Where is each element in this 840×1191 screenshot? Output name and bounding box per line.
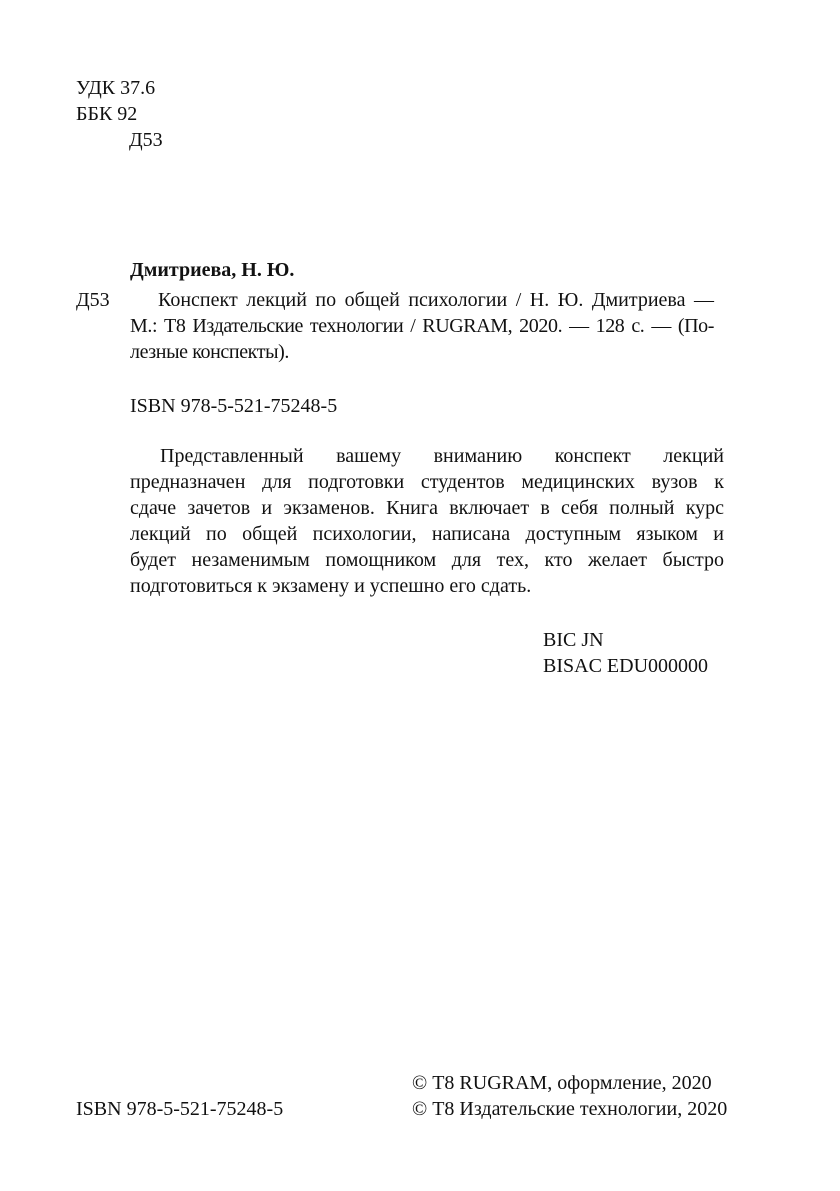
author-heading: Дмитриева, Н. Ю. bbox=[130, 259, 295, 281]
isbn: ISBN 978-5-521-75248-5 bbox=[130, 395, 338, 417]
description-line: М.: Т8 Издательские технологии / RUGRAM, 2020. — 128 с. — (По- bbox=[130, 315, 714, 337]
author-mark: Д53 bbox=[129, 129, 163, 151]
description-line: лезные конспекты). bbox=[130, 341, 289, 363]
annotation-line: будет незаменимым помощником для тех, кто желает быстро bbox=[130, 549, 724, 571]
copyright-line: © Т8 RUGRAM, оформление, 2020 bbox=[412, 1072, 712, 1094]
annotation-line: подготовиться к экзамену и успешно его сдать. bbox=[130, 575, 532, 597]
description-line: Конспект лекций по общей психологии / Н. Ю. Дмитриева — bbox=[158, 289, 714, 311]
bbk-code: ББК 92 bbox=[76, 103, 138, 125]
annotation-line: сдаче зачетов и экзаменов. Книга включает в себя полный курс bbox=[130, 497, 724, 519]
udk-code: УДК 37.6 bbox=[76, 77, 156, 99]
isbn-footer: ISBN 978-5-521-75248-5 bbox=[76, 1098, 284, 1120]
annotation-line: Представленный вашему вниманию конспект лекций bbox=[160, 445, 724, 467]
author-mark-inline: Д53 bbox=[76, 289, 110, 311]
bic-code: BIC JN bbox=[543, 629, 604, 651]
copyright-line: © Т8 Издательские технологии, 2020 bbox=[412, 1098, 728, 1120]
annotation-line: предназначен для подготовки студентов медицинских вузов к bbox=[130, 471, 724, 493]
annotation-line: лекций по общей психологии, написана доступным языком и bbox=[130, 523, 724, 545]
bisac-code: BISAC EDU000000 bbox=[543, 655, 709, 677]
